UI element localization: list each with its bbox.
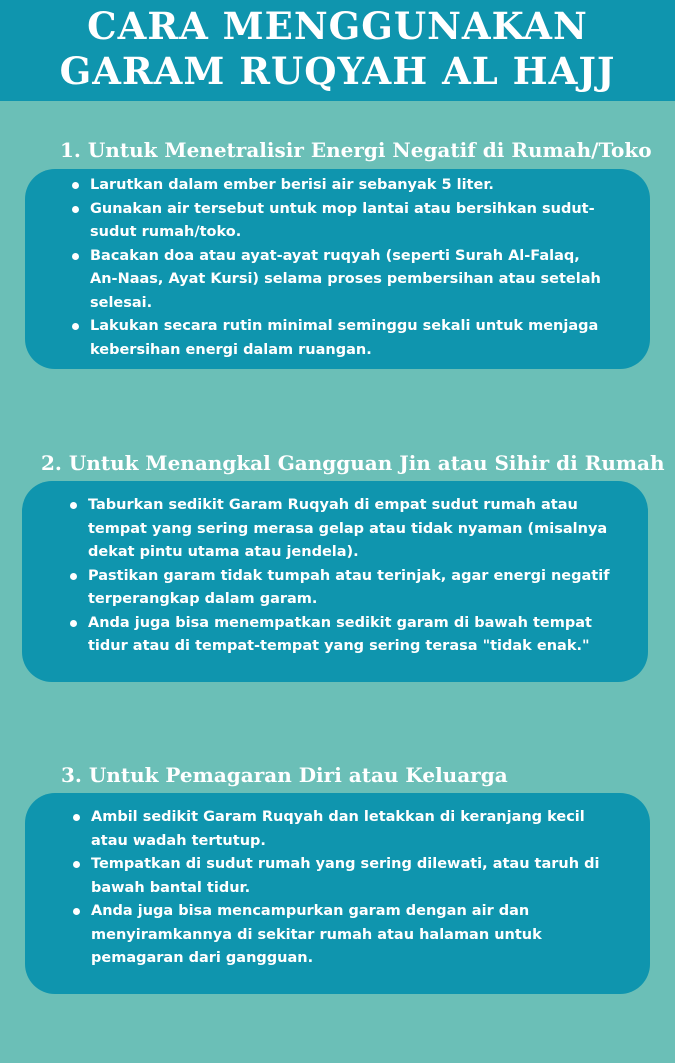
bullet-icon [73, 814, 80, 821]
bullet-icon [73, 861, 80, 868]
bullet-icon [70, 620, 77, 627]
section-1-title: 1. Untuk Menetralisir Energi Negatif di Rumah/Toko [60, 138, 652, 162]
list-item-text: Taburkan sedikit Garam Ruqyah di empat sudut rumah atau tempat yang sering merasa gelap atau tidak nyaman (misalnya dekat pintu utama atau jendela). [88, 497, 608, 560]
section-3-title: 3. Untuk Pemagaran Diri atau Keluarga [61, 763, 508, 787]
list-item [72, 315, 612, 362]
section-3-list [73, 806, 613, 971]
bullet-icon [70, 502, 77, 509]
bullet-icon [72, 323, 79, 330]
bullet-icon [70, 573, 77, 580]
bullet-icon [72, 253, 79, 260]
list-item [73, 900, 613, 971]
list-item-text: Bacakan doa atau ayat-ayat ruqyah (seperti Surah Al-Falaq, An-Naas, Ayat Kursi) selama proses pembersihan atau setelah selesai. [90, 247, 601, 311]
list-item [73, 806, 613, 853]
list-item [72, 174, 612, 198]
section-3-card [25, 793, 650, 994]
list-item [72, 245, 612, 316]
section-2-list [70, 494, 610, 659]
section-2-card [22, 481, 648, 682]
section-1-list [72, 174, 612, 362]
list-item-text: Anda juga bisa menempatkan sedikit garam di bawah tempat tidur atau di tempat-tempat yang sering terasa "tidak enak." [88, 614, 592, 654]
list-item-text: Lakukan secara rutin minimal seminggu sekali untuk menjaga kebersihan energi dalam ruangan. [90, 318, 599, 358]
list-item [70, 612, 610, 659]
bullet-icon [72, 182, 79, 189]
list-item-text: Larutkan dalam ember berisi air sebanyak 5 liter. [90, 177, 494, 193]
list-item [73, 853, 613, 900]
section-1-card [25, 169, 650, 369]
list-item [70, 494, 610, 565]
list-item-text: Anda juga bisa mencampurkan garam dengan air dan menyiramkannya di sekitar rumah atau halaman untuk pemagaran dari gangguan. [91, 903, 542, 966]
header-banner [0, 0, 675, 101]
list-item-text: Gunakan air tersebut untuk mop lantai atau bersihkan sudut-sudut rumah/toko. [90, 200, 595, 240]
bullet-icon [72, 206, 79, 213]
bullet-icon [73, 908, 80, 915]
list-item [72, 198, 612, 245]
list-item-text: Pastikan garam tidak tumpah atau terinjak, agar energi negatif terperangkap dalam garam. [88, 567, 610, 607]
page-title-line-2: GARAM RUQYAH AL HAJJ [59, 49, 616, 93]
list-item [70, 565, 610, 612]
list-item-text: Ambil sedikit Garam Ruqyah dan letakkan di keranjang kecil atau wadah tertutup. [91, 809, 585, 849]
list-item-text: Tempatkan di sudut rumah yang sering dilewati, atau taruh di bawah bantal tidur. [91, 856, 600, 896]
page-title-line-1: CARA MENGGUNAKAN [87, 4, 588, 48]
section-2-title: 2. Untuk Menangkal Gangguan Jin atau Sihir di Rumah [41, 451, 665, 475]
